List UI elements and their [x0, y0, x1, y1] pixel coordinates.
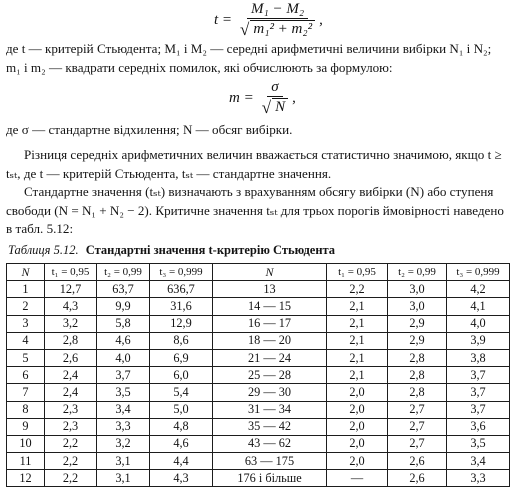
- table-cell: 4,2: [447, 281, 510, 298]
- table-cell: 12,9: [150, 315, 213, 332]
- table-cell: 2,9: [388, 332, 447, 349]
- formula-t-lhs: t =: [214, 12, 233, 29]
- table-cell: 2,7: [388, 418, 447, 435]
- table-row: [7, 401, 510, 418]
- table-cell: 2,1: [327, 332, 388, 349]
- table-cell: 2,8: [388, 349, 447, 366]
- table-header-cell: t₂ = 0,99: [97, 264, 150, 281]
- table-cell: 2,3: [45, 401, 97, 418]
- table-caption-label: Таблиця 5.12.: [8, 243, 79, 257]
- table-cell: 2: [7, 298, 45, 315]
- table-cell: 4: [7, 332, 45, 349]
- table-cell: 6,9: [150, 349, 213, 366]
- paragraph-significance: Різниця середніх арифметичних величин вважається статистично значимою, якщо t ≥ tₛₜ, де t — критерій Стьюдента, tₛₜ — стандартне значення.: [6, 147, 502, 181]
- table-cell: 35 — 42: [213, 418, 327, 435]
- table-cell: 43 — 62: [213, 435, 327, 452]
- table-row: [7, 384, 510, 401]
- formula-t-fraction: [238, 2, 317, 40]
- table-cell: 4,4: [150, 453, 213, 470]
- table-cell: 2,1: [327, 315, 388, 332]
- sqrt-symbol: [262, 98, 288, 116]
- formula-m-denominator-wrap: [260, 97, 290, 118]
- table-cell: 3,6: [447, 418, 510, 435]
- table-cell: 1: [7, 281, 45, 298]
- formula-m-fraction: [260, 80, 290, 118]
- table-cell: 16 — 17: [213, 315, 327, 332]
- table-cell: 12,7: [45, 281, 97, 298]
- table-cell: 9: [7, 418, 45, 435]
- table-cell: 3,5: [97, 384, 150, 401]
- table-cell: 18 — 20: [213, 332, 327, 349]
- formula-m-comma: ,: [292, 90, 296, 107]
- table-cell: 2,2: [45, 453, 97, 470]
- table-row: [7, 435, 510, 452]
- table-cell: 2,1: [327, 298, 388, 315]
- table-cell: 3,1: [97, 470, 150, 487]
- table-cell: 4,6: [150, 435, 213, 452]
- table-cell: 3,3: [97, 418, 150, 435]
- table-caption-title: Стандартні значення t-критерію Стьюдента: [85, 243, 336, 257]
- table-cell: 5: [7, 349, 45, 366]
- table-cell: 4,3: [150, 470, 213, 487]
- table-cell: 2,6: [45, 349, 97, 366]
- table-cell: 2,0: [327, 418, 388, 435]
- table-header-cell: t₁ = 0,95: [327, 264, 388, 281]
- radical-sign: √: [261, 97, 272, 117]
- table-cell: 2,1: [327, 349, 388, 366]
- table-header-cell: t₃ = 0,999: [447, 264, 510, 281]
- table-cell: 31 — 34: [213, 401, 327, 418]
- table-cell: 2,4: [45, 384, 97, 401]
- student-t-table: [6, 263, 510, 487]
- table-cell: 2,2: [45, 435, 97, 452]
- table-row: [7, 281, 510, 298]
- formula-m-error: [229, 80, 296, 118]
- table-cell: 12: [7, 470, 45, 487]
- paragraph-definitions: де t — критерій Стьюдента; M₁ і M₂ — середні арифметичні величини вибірки N₁ і N₂; m₁ і m₂ — квадрати середніх помилок, які обчислюють за формулою:: [6, 41, 492, 75]
- table-cell: 3,5: [447, 435, 510, 452]
- table-cell: 3,4: [447, 453, 510, 470]
- table-cell: 3,3: [447, 470, 510, 487]
- table-cell: 2,0: [327, 435, 388, 452]
- table-cell: 4,0: [447, 315, 510, 332]
- table-cell: 5,8: [97, 315, 150, 332]
- table-cell: 11: [7, 453, 45, 470]
- table-header-row: [7, 264, 510, 281]
- table-cell: 2,4: [45, 367, 97, 384]
- table-cell: —: [327, 470, 388, 487]
- table-cell: 2,0: [327, 401, 388, 418]
- table-cell: 5,4: [150, 384, 213, 401]
- table-row: [7, 315, 510, 332]
- formula-t-denominator: m₁² + m₂²: [250, 20, 315, 38]
- table-cell: 13: [213, 281, 327, 298]
- table-cell: 4,0: [97, 349, 150, 366]
- table-cell: 636,7: [150, 281, 213, 298]
- table-cell: 2,2: [45, 470, 97, 487]
- table-cell: 4,1: [447, 298, 510, 315]
- table-cell: 3,2: [45, 315, 97, 332]
- table-cell: 3,4: [97, 401, 150, 418]
- table-cell: 25 — 28: [213, 367, 327, 384]
- table-cell: 6: [7, 367, 45, 384]
- table-cell: 3,7: [447, 384, 510, 401]
- table-cell: 2,1: [327, 367, 388, 384]
- table-cell: 2,6: [388, 453, 447, 470]
- table-caption: [8, 243, 335, 258]
- table-cell: 6,0: [150, 367, 213, 384]
- table-cell: 3,7: [97, 367, 150, 384]
- table-cell: 2,7: [388, 435, 447, 452]
- table-cell: 2,7: [388, 401, 447, 418]
- table-cell: 4,8: [150, 418, 213, 435]
- table-cell: 2,0: [327, 384, 388, 401]
- formula-m-denominator: N: [272, 98, 288, 116]
- table-cell: 3,2: [97, 435, 150, 452]
- table-cell: 31,6: [150, 298, 213, 315]
- table-cell: 7: [7, 384, 45, 401]
- table-cell: 2,3: [45, 418, 97, 435]
- table-cell: 2,8: [45, 332, 97, 349]
- table-cell: 10: [7, 435, 45, 452]
- table-cell: 3: [7, 315, 45, 332]
- table-cell: 21 — 24: [213, 349, 327, 366]
- table-header-cell: N: [213, 264, 327, 281]
- table-cell: 63,7: [97, 281, 150, 298]
- table-cell: 3,0: [388, 298, 447, 315]
- table-cell: 2,9: [388, 315, 447, 332]
- table-header-cell: t₁ = 0,95: [45, 264, 97, 281]
- formula-t-numerator: M₁ − M₂: [247, 2, 308, 19]
- table-row: [7, 418, 510, 435]
- table-cell: 3,7: [447, 367, 510, 384]
- table-cell: 8: [7, 401, 45, 418]
- table-header-cell: t₃ = 0,999: [150, 264, 213, 281]
- table-cell: 176 і більше: [213, 470, 327, 487]
- table-cell: 2,6: [388, 470, 447, 487]
- table-cell: 3,7: [447, 401, 510, 418]
- table-cell: 4,6: [97, 332, 150, 349]
- sqrt-symbol: [240, 20, 315, 38]
- formula-t-denominator-wrap: [238, 19, 317, 40]
- table-cell: 9,9: [97, 298, 150, 315]
- table-cell: 3,1: [97, 453, 150, 470]
- table-cell: 3,0: [388, 281, 447, 298]
- table-cell: 3,9: [447, 332, 510, 349]
- formula-t-student: [214, 2, 323, 40]
- table-cell: 2,0: [327, 453, 388, 470]
- table-row: [7, 349, 510, 366]
- paragraph-sigma-definition: де σ — стандартне відхилення; N — обсяг вибірки.: [6, 122, 293, 137]
- table-cell: 8,6: [150, 332, 213, 349]
- table-cell: 3,8: [447, 349, 510, 366]
- table-cell: 14 — 15: [213, 298, 327, 315]
- paragraph-standard-value: Стандартне значення (tₛₜ) визначають з врахуванням обсягу вибірки (N) або ступеня свободи (N = N₁ + N₂ − 2). Критичне значення tₛₜ для трьох порогів ймовірності наведено в табл. 5.12:: [6, 184, 504, 236]
- table-cell: 63 — 175: [213, 453, 327, 470]
- table-row: [7, 298, 510, 315]
- table-cell: 4,3: [45, 298, 97, 315]
- table-row: [7, 332, 510, 349]
- table-header-cell: t₂ = 0,99: [388, 264, 447, 281]
- table-row: [7, 453, 510, 470]
- radical-sign: √: [240, 19, 250, 39]
- formula-t-comma: ,: [319, 12, 323, 29]
- table-row: [7, 470, 510, 487]
- table-row: [7, 367, 510, 384]
- table-cell: 29 — 30: [213, 384, 327, 401]
- table-header-cell: N: [7, 264, 45, 281]
- table-cell: 2,8: [388, 384, 447, 401]
- table-cell: 5,0: [150, 401, 213, 418]
- table-cell: 2,8: [388, 367, 447, 384]
- table-cell: 2,2: [327, 281, 388, 298]
- formula-m-lhs: m =: [229, 90, 254, 107]
- formula-m-numerator: σ: [267, 80, 282, 97]
- table-body: [7, 281, 510, 487]
